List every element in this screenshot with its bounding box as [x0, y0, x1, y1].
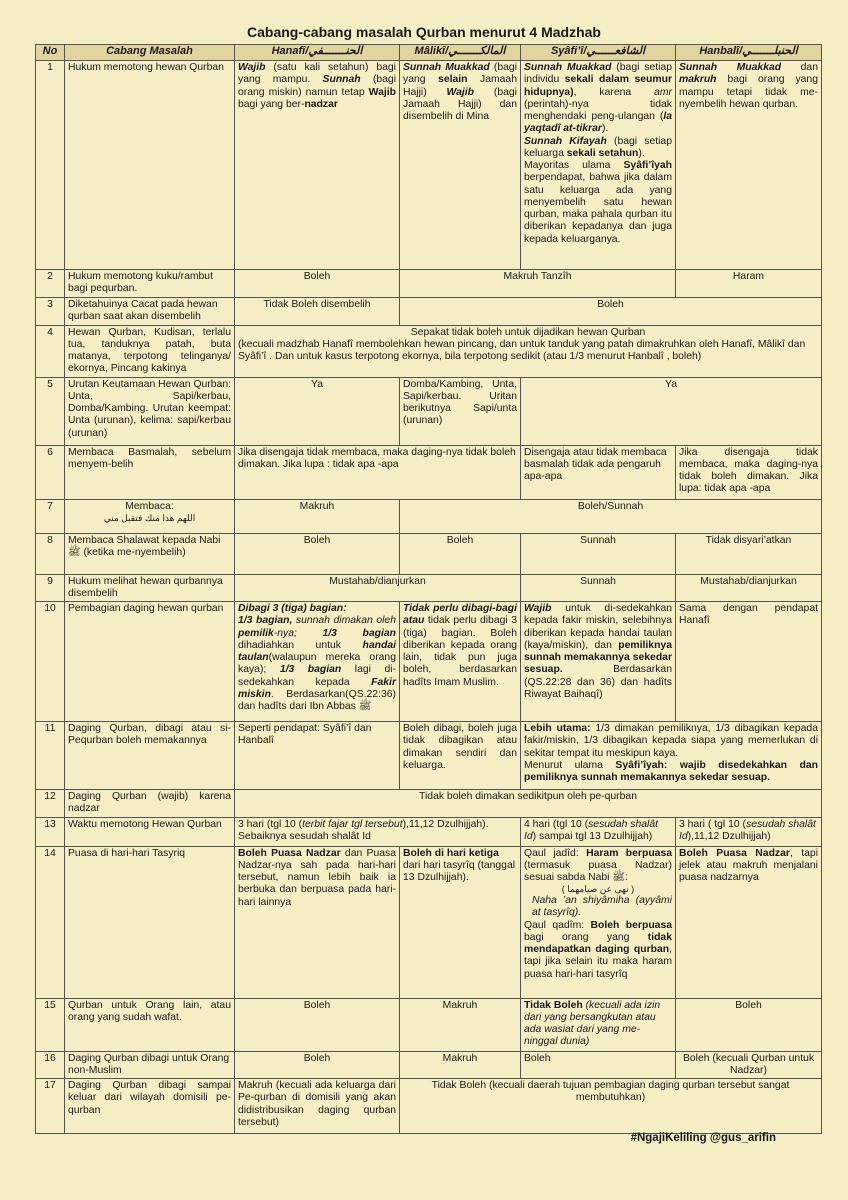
cell-hanbali: Boleh	[676, 998, 822, 1051]
row-number: 16	[36, 1051, 65, 1079]
row-number: 15	[36, 998, 65, 1051]
row-topic: Hukum memotong hewan Qurban	[65, 61, 235, 270]
cell-syafii-hanbali: Ya	[521, 377, 822, 445]
table-row	[36, 817, 822, 846]
cell-syafii: Disengaja atau tidak membaca basmalah tidak ada pengaruh apa-apa	[521, 445, 676, 499]
table-row	[36, 499, 822, 533]
table-row	[36, 574, 822, 602]
header-no: No	[36, 45, 65, 61]
cell-hanafi-maliki: Jika disengaja tidak membaca, maka daging-nya tidak boleh dimakan. Jika lupa : tidak apa -apa	[235, 445, 521, 499]
header-hanafi: Hanafî/الحنـــــــفي	[235, 45, 400, 61]
cell-others: Tidak Boleh (kecuali daerah tujuan pembagian daging qurban tersebut sangat membutuhkan)	[400, 1079, 822, 1134]
cell-maliki: Domba/Kambing, Unta, Sapi/kerbau. Uritan berikutnya Sapi/unta (urunan)	[400, 377, 521, 445]
header-maliki: Mâlikî/المالكـــــــي	[400, 45, 521, 61]
row-topic: Hewan Qurban, Kudisan, terlalu tua, tanduknya patah, buta matanya, terpotong telinganya/ ekornya, Pincang kakinya	[65, 325, 235, 377]
cell-all-madzhab: Sepakat tidak boleh untuk dijadikan hewan Qurban (kecuali madzhab Hanafî membolehkan hewan pincang, dan untuk tanduk yang patah dimakruhkan oleh Hanafî, Mâlikî dan Syâfi’î . Dan untuk kasus terpotong ekornya, bila terpotong sedikit (atau 1/3 menurut Hanbalî , boleh)	[235, 325, 822, 377]
row-number: 1	[36, 61, 65, 270]
row-topic: Urutan Keutamaan Hewan Qurban: Unta, Sapi/kerbau, Domba/Kambing. Urutan keempat: Unta (urunan), kelima: sapi/kerbau (urunan)	[65, 377, 235, 445]
table-row	[36, 445, 822, 499]
table-header-row	[36, 45, 822, 61]
row-number: 7	[36, 499, 65, 533]
cell-hanbali: Haram	[676, 270, 822, 298]
row-number: 10	[36, 602, 65, 722]
cell-maliki: Boleh dibagi, boleh juga tidak dibagikan atau dimakan sendiri dan keluarga.	[400, 722, 521, 790]
cell-hanafi: Ya	[235, 377, 400, 445]
cell-hanafi: Dibagi 3 (tiga) bagian: 1/3 bagian, sunnah dimakan oleh pemilik-nya; 1/3 bagian dihadiahkan untuk handai taulan(walaupun mereka orang kaya); 1/3 bagian lagi di-sedekahkan kepada Fakir miskin. Berdasarkan(QS.22:36) dan hadîts dari Ibn Abbas ﷺ	[235, 602, 400, 722]
row-number: 17	[36, 1079, 65, 1134]
row-topic: Membaca: اللهم هذا منك فتقبل مني	[65, 499, 235, 533]
table-row	[36, 61, 822, 270]
header-syafii: Syâfi’î/الشافعــــــي	[521, 45, 676, 61]
cell-maliki: Makruh	[400, 998, 521, 1051]
cell-syafii: Wajib untuk di-sedekahkan kepada fakir miskin, selebihnya diberikan kepada handai taulan (kaya/miskin), dan pemiliknya sunnah memakannya sekedar sesuap. Berdasarkan (QS.22:28 dan 36) dan hadîts Riwayat Baihaqî)	[521, 602, 676, 722]
cell-maliki: Makruh	[400, 1051, 521, 1079]
table-row	[36, 846, 822, 998]
cell-hanafi: Boleh	[235, 998, 400, 1051]
cell-hanafi: Boleh	[235, 270, 400, 298]
row-topic: Hukum melihat hewan qurbannya disembelih	[65, 574, 235, 602]
row-number: 11	[36, 722, 65, 790]
madzhab-table	[35, 44, 822, 1134]
row-number: 2	[36, 270, 65, 298]
row-topic: Waktu memotong Hewan Qurban	[65, 817, 235, 846]
cell-syafii: 4 hari (tgl 10 (sesudah shalât Id) sampai tgl 13 Dzulhijjah)	[521, 817, 676, 846]
table-row	[36, 325, 822, 377]
row-number: 6	[36, 445, 65, 499]
header-hanbali: Hanbalî/الحنبلـــــــي	[676, 45, 822, 61]
table-row	[36, 1051, 822, 1079]
row-topic: Membaca Basmalah, sebelum menyem-belih	[65, 445, 235, 499]
row-number: 13	[36, 817, 65, 846]
cell-all-madzhab: Tidak boleh dimakan sedikitpun oleh pe-qurban	[235, 790, 822, 818]
cell-others: Boleh/Sunnah	[400, 499, 822, 533]
cell-hanafi: Seperti pendapat: Syâfi’î dan Hanbalî	[235, 722, 400, 790]
cell-hanafi: Boleh	[235, 533, 400, 574]
row-topic: Daging Qurban dibagi sampai keluar dari wilayah domisili pe-qurban	[65, 1079, 235, 1134]
cell-hanbali: Sunnah Muakkad dan makruh bagi orang yang mampu tetapi tidak me-nyembelih hewan qurban.	[676, 61, 822, 270]
table-row	[36, 377, 822, 445]
table-row	[36, 270, 822, 298]
cell-hanafi: Makruh	[235, 499, 400, 533]
cell-hanbali: Sama dengan pendapat Hanafî	[676, 602, 822, 722]
cell-hanafi: Tidak Boleh disembelih	[235, 298, 400, 326]
cell-hanafi: Boleh	[235, 1051, 400, 1079]
cell-syafii: Sunnah Muakkad (bagi setiap individu sekali dalam seumur hidupnya), karena amr (perintah)-nya tidak menghendaki peng-ulangan (la yaqtadî at-tikrar). Sunnah Kifayah (bagi setiap keluarga sekali setahun). Mayoritas ulama Syâfi’îyah berpendapat, bahwa jika dalam satu keluarga ada yang menyembelih satu hewan qurban, maka pahala qurban itu diberikan kepadanya dan juga kepada keluarganya.	[521, 61, 676, 270]
cell-hanafi: Wajib (satu kali setahun) bagi yang mampu. Sunnah (bagi orang miskin) namun tetap Wajib bagi yang ber-nadzar	[235, 61, 400, 270]
cell-hanbali: Boleh (kecuali Qurban untuk Nadzar)	[676, 1051, 822, 1079]
row-topic: Pembagian daging hewan qurban	[65, 602, 235, 722]
row-topic: Daging Qurban (wajib) karena nadzar	[65, 790, 235, 818]
cell-syafii: Sunnah	[521, 533, 676, 574]
table-row	[36, 998, 822, 1051]
cell-hanafi-maliki: Mustahab/dianjurkan	[235, 574, 521, 602]
cell-hanafi-maliki: 3 hari (tgl 10 (terbit fajar tgl tersebut),11,12 Dzulhijjah). Sebaiknya sesudah shalât Id	[235, 817, 521, 846]
cell-maliki: Sunnah Muakkad (bagi yang selain Jamaah Hajji) Wajib (bagi Jamaah Hajji) dan disembelih di Mina	[400, 61, 521, 270]
row-number: 5	[36, 377, 65, 445]
row-number: 8	[36, 533, 65, 574]
table-row	[36, 722, 822, 790]
cell-syafii: Qaul jadîd: Haram berpuasa (termasuk puasa Nadzar) sesuai sabda Nabi ﷺ: ( نهى عن صيامهما ) Naha ’an shiyâmiha (ayyâmi at tasyrîq). Qaul qadîm: Boleh berpuasa bagi orang yang tidak mendapatkan daging qurban, tapi jika selain itu maka haram puasa hari-hari tasyrîq	[521, 846, 676, 998]
row-number: 9	[36, 574, 65, 602]
arabic-text: اللهم هذا منك فتقبل مني	[103, 512, 196, 523]
cell-syafii: Boleh	[521, 1051, 676, 1079]
cell-others: Boleh	[400, 298, 822, 326]
row-number: 3	[36, 298, 65, 326]
table-row	[36, 790, 822, 818]
row-topic: Diketahuinya Cacat pada hewan qurban saat akan disembelih	[65, 298, 235, 326]
cell-hanafi: Makruh (kecuali ada keluarga dari Pe-qurban di domisili yang akan didistribusikan daging qurban tersebut)	[235, 1079, 400, 1134]
cell-syafii: Tidak Boleh (kecuali ada izin dari yang bersangkutan atau ada wasiat dari yang me-ninggal dunia)	[521, 998, 676, 1051]
row-topic: Daging Qurban dibagi untuk Orang non-Muslim	[65, 1051, 235, 1079]
cell-hanbali: Mustahab/dianjurkan	[676, 574, 822, 602]
arabic-text: ( نهى عن صيامهما )	[561, 884, 635, 895]
cell-hanbali: Tidak disyari’atkan	[676, 533, 822, 574]
row-topic: Daging Qurban, dibagi atau si-Pequrban boleh memakannya	[65, 722, 235, 790]
table-row	[36, 1079, 822, 1134]
cell-maliki: Tidak perlu dibagi-bagi atau tidak perlu dibagi 3 (tiga) bagian. Boleh diberikan kepada orang lain, tidak pun juga boleh, berdasarkan hadîts Imam Muslim.	[400, 602, 521, 722]
row-topic: Qurban untuk Orang lain, atau orang yang sudah wafat.	[65, 998, 235, 1051]
cell-hanbali: 3 hari ( tgl 10 (sesudah shalât Id),11,12 Dzulhijjah)	[676, 817, 822, 846]
header-cabang: Cabang Masalah	[65, 45, 235, 61]
table-row	[36, 298, 822, 326]
row-number: 14	[36, 846, 65, 998]
cell-maliki: Boleh	[400, 533, 521, 574]
cell-syafii: Sunnah	[521, 574, 676, 602]
cell-maliki-syafii: Makruh Tanzîh	[400, 270, 676, 298]
table-row	[36, 533, 822, 574]
footer-hashtag: #NgajiKeliling @gus_arifin	[630, 1132, 776, 1144]
row-topic: Membaca Shalawat kepada Nabi ﷺ (ketika me-nyembelih)	[65, 533, 235, 574]
row-topic: Hukum memotong kuku/rambut bagi pequrban.	[65, 270, 235, 298]
row-topic: Puasa di hari-hari Tasyriq	[65, 846, 235, 998]
cell-maliki: Boleh di hari ketiga dari hari tasyrîq (tanggal 13 Dzulhijjah).	[400, 846, 521, 998]
cell-syafii-hanbali: Lebih utama: 1/3 dimakan pemiliknya, 1/3 dibagikan kepada fakir/miskin, 1/3 dibagikan kepada siapa yang memerlukan di sekitar tempat itu meskipun kaya. Menurut ulama Syâfi’îyah: wajib disedekahkan dan pemiliknya sunnah memakannya sekedar sesuap.	[521, 722, 822, 790]
cell-hanafi: Boleh Puasa Nadzar dan Puasa Nadzar-nya sah pada hari-hari tersebut, namun lebih baik ia berbuka dan berpuasa pada hari-hari lainnya	[235, 846, 400, 998]
page-title: Cabang-cabang masalah Qurban menurut 4 Madzhab	[247, 24, 601, 40]
cell-hanbali: Jika disengaja tidak membaca, maka daging-nya tidak boleh dimakan. Jika lupa: tidak apa -apa	[676, 445, 822, 499]
cell-hanbali: Boleh Puasa Nadzar, tapi jelek atau makruh menjalani puasa nadzarnya	[676, 846, 822, 998]
row-number: 4	[36, 325, 65, 377]
table-row	[36, 602, 822, 722]
row-number: 12	[36, 790, 65, 818]
